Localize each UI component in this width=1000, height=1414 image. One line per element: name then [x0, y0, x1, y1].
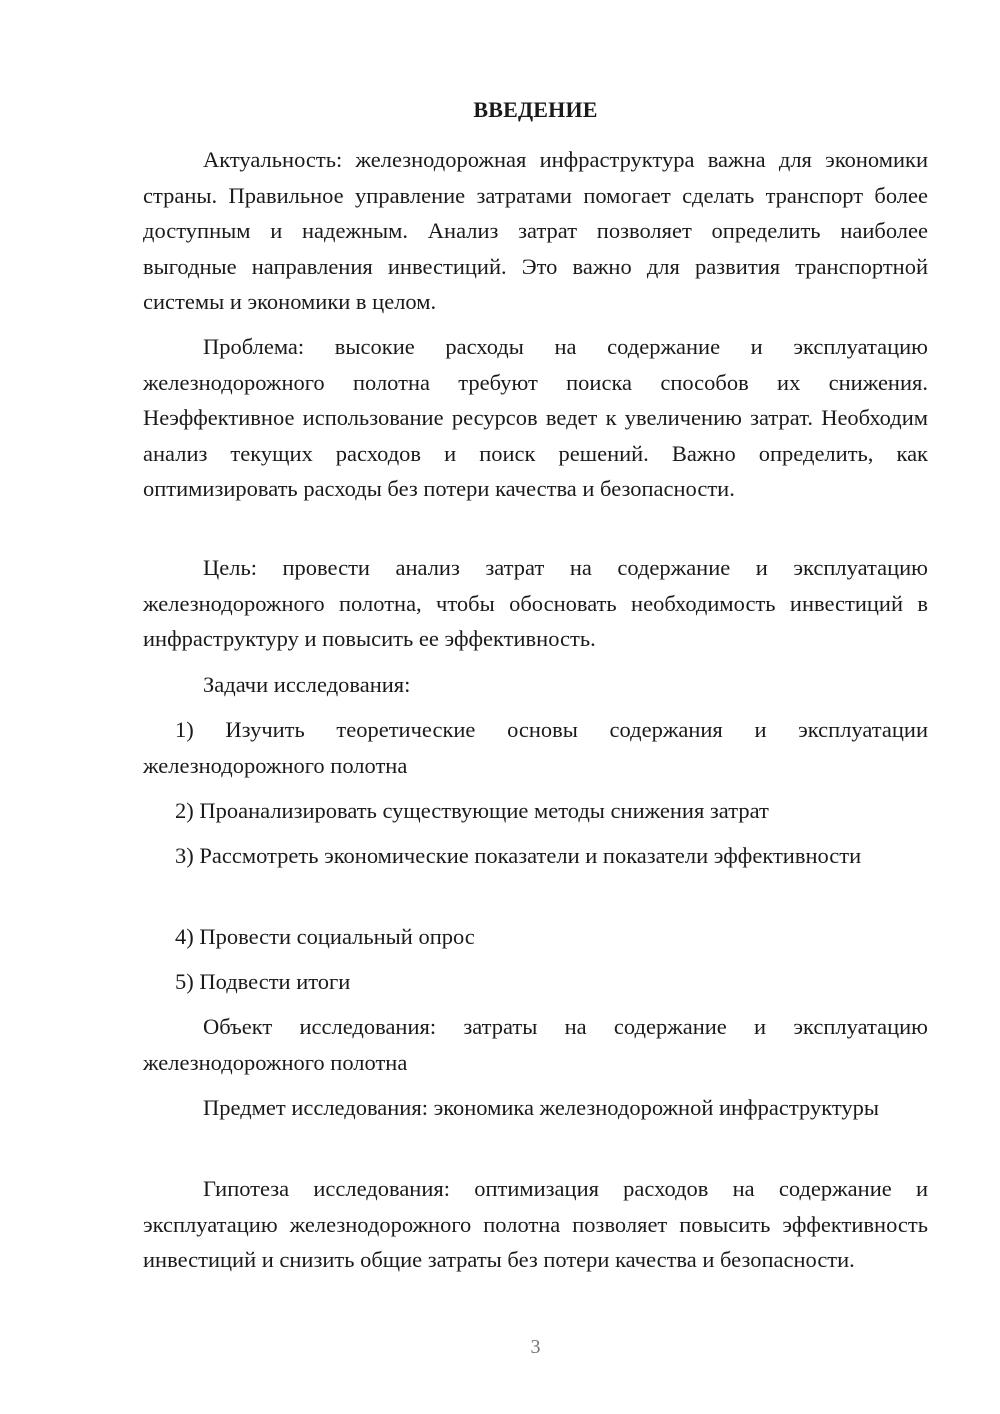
page-title: ВВЕДЕНИЕ — [473, 97, 598, 122]
subject-paragraph: Предмет исследования: экономика железнодорожной инфраструктуры — [203, 1095, 879, 1120]
problem-paragraph: Проблема: высокие расходы на содержание и эксплуатацию железнодорожного полотна требуют поиска способов их снижения. Неэффективное использование ресурсов ведет к увеличению затрат. Необходим анализ текущих расходов и поиск решений. Важно определить, как оптимизировать расходы без потери качества и безопасности. — [143, 334, 928, 501]
task-item-5: 5) Подвести итоги — [175, 969, 351, 994]
goal-paragraph: Цель: провести анализ затрат на содержание и эксплуатацию железнодорожного полотна, чтобы обосновать необходимость инвестиций в инфраструктуру и повысить ее эффективность. — [143, 555, 928, 651]
object-paragraph: Объект исследования: затраты на содержание и эксплуатацию железнодорожного полотна — [143, 1014, 928, 1075]
hypothesis-paragraph: Гипотеза исследования: оптимизация расходов на содержание и эксплуатацию железнодорожного полотна позволяет повысить эффективность инвестиций и снизить общие затраты без потери качества и безопасности. — [143, 1176, 928, 1272]
task-item-1: 1) Изучить теоретические основы содержания и эксплуатации железнодорожного полотна — [143, 717, 928, 778]
relevance-paragraph: Актуальность: железнодорожная инфраструктура важна для экономики страны. Правильное управление затратами помогает сделать транспорт более доступным и надежным. Анализ затрат позволяет определить наиболее выгодные направления инвестиций. Это важно для развития транспортной системы и экономики в целом. — [143, 147, 928, 314]
task-item-3: 3) Рассмотреть экономические показатели и показатели эффективности — [175, 843, 862, 868]
page-number: 3 — [530, 1336, 541, 1358]
task-item-2: 2) Проанализировать существующие методы снижения затрат — [175, 798, 769, 823]
tasks-heading: Задачи исследования: — [203, 672, 411, 697]
task-item-4: 4) Провести социальный опрос — [175, 924, 475, 949]
